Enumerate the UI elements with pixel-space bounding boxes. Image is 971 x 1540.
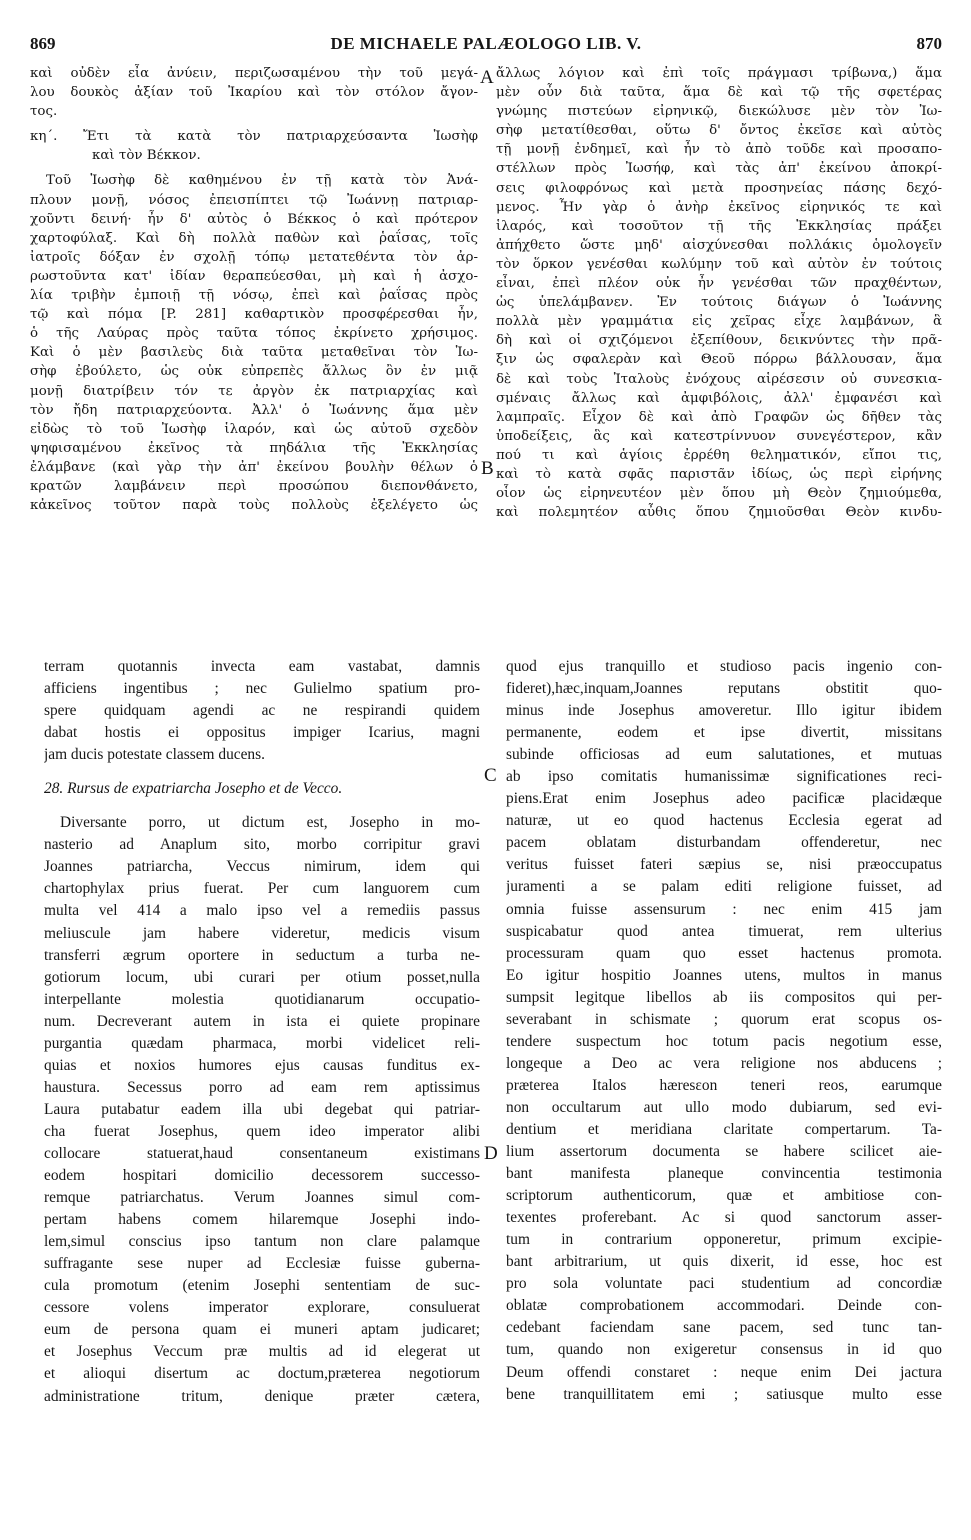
text-line: στέλλων πρὸς Ἰωσήφ, καὶ τὰς ἀπ' ἐκείνου ἀποκρί- <box>496 161 942 177</box>
text-line: ὁ τῆς Λαύρας πρὸς ταῦτα τόπος ἐκρίνετο χρήσιμος. <box>30 326 478 342</box>
text-line: ψηφισαμένου ἐκεῖνος τὰ πηδάλια τῆς Ἐκκλησίας <box>30 440 478 456</box>
text-line: omnia fuisse assensurum : nec enim 415 jam <box>506 900 942 918</box>
text-line: Τοῦ Ἰωσὴφ δὲ καθημένου ἐν τῇ κατὰ τὸν Ἀνά- <box>46 173 478 189</box>
text-line: πού τι καὶ ἁγίοις ἐρρέθη θεληματικόν, εἴποι τις, <box>496 447 942 463</box>
text-line: τος. <box>30 104 58 120</box>
text-line: bant manifesta planeque convincentia testimonia <box>506 1165 942 1183</box>
text-line: χοῦντι δεινή· ἦν δ' αὐτὸς ὁ Βέκκος ὁ καὶ πρότερον <box>30 211 478 227</box>
text-line: ὡς ὑπελάμβανεν. Ἐν τούτοις διάγων ὁ Ἰωάννης <box>496 295 942 311</box>
text-line: εἰδὼς τὸ τοῦ Ἰωσὴφ ἱλαρόν, καὶ ὡς αὐτοῦ σχεδὸν <box>30 421 478 437</box>
text-line: dabat hostis ei oppositus impiger Icarius, magni <box>44 724 480 742</box>
text-line: remque patriarchatus. Verum Joannes simul com- <box>44 1189 480 1207</box>
text-line: collocare statuerat,haud consentaneum existimans <box>44 1144 480 1162</box>
text-line: ξιν ὡς σφαλερὰν καὶ Θεοῦ πόρρω βάλλουσαν, ἅμα <box>496 352 942 368</box>
text-line: λία τριβὴν ἐμποιῇ τῇ νόσῳ, ἐπεὶ καὶ ῥαΐσας πρὸς <box>30 288 478 304</box>
text-line: τῷ καὶ πόμα [P. 281] καθαρτικὸν προσφέρεσθαι ἦν, <box>30 307 478 323</box>
text-line: τὸν ἤδη πατριαρχεύοντα. Ἀλλ' ὁ Ἰωάννης ἅμα μὲν <box>30 402 478 418</box>
text-line: γνώμης πιστεύων εἰρηνικῷ, διεκώλυσε μὲν τὸν Ἰω- <box>496 104 942 120</box>
text-line: permanente, eodem et ipse divertit, missitans <box>506 724 942 742</box>
text-line: σὴφ ἐβούλετο, ὡς οὐκ εὐπρεπὲς ἄλλως ὂν ἐν μιᾷ <box>30 364 478 380</box>
text-line: longeque a Deo ac vera religione nos abducens ; <box>506 1054 942 1072</box>
text-line: fideret),hæc,inquam,Joannes reputans obstitit quo- <box>506 680 942 698</box>
section-heading-greek-cont: καὶ τὸν Βέκκον. <box>92 148 201 164</box>
text-line: ἰατροῖς δόξαν ἐν σχολῇ τόπῳ μετατεθέντα τὸν ἀρ- <box>30 249 478 265</box>
text-line: Deum offendi constaret : neque enim Dei jactura <box>506 1363 942 1381</box>
text-line: Joannes patriarcha, Veccus nimirum, idem qui <box>44 858 480 876</box>
text-line: piens.Erat enim Josephus adeo pacificæ placidæque <box>506 790 942 808</box>
text-line: severabant in schismate ; quorum erat scopus os- <box>506 1010 942 1028</box>
text-line: cula promotum (etenim Josephi sententiam de suc- <box>44 1277 480 1295</box>
text-line: πλουν μονῇ, νόσος ἐπεισπίπτει τῷ Ἰωάννῃ πατριαρ- <box>30 192 478 208</box>
text-line: ἀπήχθετο ὥστε μηδ' αἰσχύνεσθαι πολλάκις ὁμολογεῖν <box>496 237 942 253</box>
text-line: ρωστοῦντα κατ' ἰδίαν θεραπεύεσθαι, μὴ καὶ ἡ ἀσχο- <box>30 268 478 284</box>
text-line: pro sola voluntate paci studentium ad concordiæ <box>506 1275 942 1293</box>
text-line: num. Decreverant autem in ista ei quiete propinare <box>44 1012 480 1030</box>
text-line: subinde officiosas ad eum salutationes, et mutuas <box>506 746 942 764</box>
text-line: et Josephus Veccum præ multis ad id elegerat ut <box>44 1343 480 1361</box>
text-line: δὲ καὶ τοὺς Ἰταλοὺς ἐνόχους αἱρέσεσιν οὐ συνεσκια- <box>496 371 942 387</box>
text-line: ἱλαρός, καὶ τοσοῦτον τῇ τῆς Ἐκκλησίας πράξει <box>496 218 942 234</box>
text-line: transferri ægrum oportere in seductum a turba ne- <box>44 946 480 964</box>
text-line: præterea Italos hæresεon teneri reos, earumque <box>506 1076 942 1094</box>
greek-column-right <box>496 64 942 522</box>
text-line: pertam habens comem hilaremque Josephi indo- <box>44 1211 480 1229</box>
text-line: πολλὰ μὲν γραμμάτια εἰς χεῖρας εἶχε λαμβάνων, ἃ <box>496 314 942 330</box>
text-line: cessore volens imperator explorare, consuluerat <box>44 1299 480 1317</box>
margin-letter-d: D <box>484 1143 498 1164</box>
text-line: μὲν οὖν διὰ ταῦτα, ἅμα δὲ καὶ τῷ τῆς σφετέρας <box>496 85 942 101</box>
margin-letter-c: C <box>484 765 497 786</box>
text-line: σμέναις ἄλλως καὶ ἀμφιβόλοις, ἀλλ' ἐμφανέσι καὶ <box>496 390 942 406</box>
text-line: tum, quando non exigeretur consensus in id quo <box>506 1341 942 1359</box>
text-line: spere quidquam agendi ac ne respirandi quidem <box>44 702 480 720</box>
text-line: μενος. Ἦν γὰρ ὁ ἀνὴρ ἐκεῖνος εἰρηνικός τε καὶ <box>496 199 942 215</box>
text-line: bant arbitrarium, ut quis dixerit, id esse, hoc est <box>506 1253 942 1271</box>
text-line: pacem oblatam disturbandam offenderetur, nec <box>506 834 942 852</box>
text-line: haustura. Secessus porro ad eam rem aptissimus <box>44 1078 480 1096</box>
text-line: jam ducis potestate classem ducens. <box>44 746 265 764</box>
text-line: cedebant faciendam sane pacem, sed tunc tan- <box>506 1319 942 1337</box>
text-line: processuram quam quo esset hactenus promota. <box>506 944 942 962</box>
text-line: cha fuerat Josephus, quem ideo imperator alibi <box>44 1122 480 1140</box>
text-line: purgantia quædam pharmaca, morbi videlicet reli- <box>44 1034 480 1052</box>
text-line: τῇ μονῇ ἐνδημεῖ, καὶ ἦν τὸ ἀπὸ τοῦδε καὶ προσαπο- <box>496 142 942 158</box>
text-line: δὴ καὶ οἱ σχιζόμενοι ἐξεπίθουν, δεικνύντες τὴν πρᾶ- <box>496 333 942 349</box>
text-line: ἄλλως λόγιον καὶ ἐπὶ τοῖς πράγμασι τρίβωνα,) ἅμα <box>496 66 942 81</box>
page-number-right: 870 <box>916 34 942 53</box>
text-line: suspicabatur quod antea timuerat, rem ulterius <box>506 922 942 940</box>
text-line: lem,simul conscius ipso tantum non clare palamque <box>44 1233 480 1251</box>
text-line: multa vel 414 a malo ipso vel a remediis passus <box>44 902 480 920</box>
text-line: Καὶ ὁ μὲν βασιλεὺς διὰ ταῦτα μεταθεῖναι τὸν Ἰω- <box>30 345 478 361</box>
text-line: gotiorum locum, ubi curari per otium posset,nulla <box>44 968 480 986</box>
text-line: dentium et meridiana claritate compertarum. Ta- <box>506 1120 942 1138</box>
text-line: eodem hospitari domicilio decessorem successo- <box>44 1167 480 1185</box>
text-line: τὸν ὅρκον γενέσθαι κωλύμην τοῦ καὶ αὐτὸν ἐν τούτοις <box>496 256 942 272</box>
text-line: nasterio ad Anaplum sito, morbo corripitur gravi <box>44 836 480 854</box>
latin-column-left <box>44 656 480 1408</box>
text-line: Eo igitur hospitio Joannes utens, multos in manus <box>506 966 942 984</box>
text-line: σεις φιλοφρόνως καὶ μετὰ προσηνείας πάσης δεχό- <box>496 180 942 196</box>
text-line: bene tranquillitatem emi ; satiusque multo esse <box>506 1385 942 1403</box>
text-line: καὶ πολεμητέον αὖθις ὅπου ζημιοῦσθαι Θεὸν κινδυ- <box>496 505 942 521</box>
text-line: non occultarum aut ullo modo dubiarum, sed evi- <box>506 1098 942 1116</box>
text-line: ὑποδείξεις, ἃς καὶ κατεστρίννυον συνεγέστερον, κἂν <box>496 428 942 444</box>
text-line: administratione tritum, denique præter cætera, <box>44 1387 480 1405</box>
text-line: tum in contrarium opponeretur, primum excipie- <box>506 1231 942 1249</box>
text-line: οἷον ὡς εἰρηνευτέον μὲν ὅπου μὴ Θεὸν ζημιούμεθα, <box>496 486 942 502</box>
text-line: lium assertorum documenta se habere scilicet aie- <box>506 1143 942 1161</box>
text-line: et alioqui disertum ac doctum,præterea negotiorum <box>44 1365 480 1383</box>
text-line: sumpsit legitque libellos ab iis compositos qui per- <box>506 988 942 1006</box>
text-line: μονῇ διατρίβειν τόν τε ἀργὸν ἐκ πατριαρχίας καὶ <box>30 383 478 399</box>
text-line: meliuscule jam habere videretur, medicis visum <box>44 924 480 942</box>
text-line: καὶ οὐδὲν εἶα ἀνύειν, περιζωσαμένου τὴν τοῦ μεγά- <box>30 66 478 81</box>
text-line: veritus fuisset fateri sæpius se, nisi præoccupatus <box>506 856 942 874</box>
text-line: λου δουκὸς ἀξίαν τοῦ Ἰκαρίου καὶ τὸν στόλον ἄγον- <box>30 85 478 101</box>
text-line: suffragante sese nuper ad Ecclesiæ fuisse guberna- <box>44 1255 480 1273</box>
text-line: chartophylax prius fuerat. Per cum languorem cum <box>44 880 480 898</box>
text-line: oblatæ comprobationem accommodari. Deinde con- <box>506 1297 942 1315</box>
text-line: σὴφ μετατίθεσθαι, οὕτω δ' ὄντος ἐκεῖσε καὶ αὐτὸς <box>496 123 942 139</box>
text-line: terram quotannis invecta eam vastabat, damnis <box>44 658 480 675</box>
section-heading-latin: 28. Rursus de expatriarcha Josepho et de Vecco. <box>44 780 343 798</box>
text-line: afficiens ingentibus ; nec Gulielmo spatium pro- <box>44 680 480 698</box>
text-line: tendere suspectum hoc totum pacis negotium esse, <box>506 1032 942 1050</box>
text-line: quias et noxios humores ejus causas funditus ex- <box>44 1056 480 1074</box>
text-line: λαμπραῖς. Εἶχον δὲ καὶ ἀπὸ Γραφῶν ὡς δῆθεν τὰς <box>496 409 942 425</box>
text-line: texentes proferebant. Ac si quod sanctorum asser- <box>506 1209 942 1227</box>
text-line: eum de persona quam ei muneri aptam judicaret; <box>44 1321 480 1339</box>
text-line: quod ejus tranquillo et studioso pacis ingenio con- <box>506 658 942 675</box>
text-line: Laura putabatur eadem illa ubi degebat qui patriar- <box>44 1100 480 1118</box>
text-line: ab ipso comitatis humanissimæ significationes reci- <box>506 768 942 786</box>
text-line: naturæ, ut eo quod hactenus Ecclesia egerat ad <box>506 812 942 830</box>
text-line: scriptorum authenticorum, quæ et ambitiose con- <box>506 1187 942 1205</box>
text-line: κρατῶν λαμβάνειν περὶ προσώπου διεπονθάνετο, <box>30 478 478 494</box>
text-line: juramenti a se palam editi religione fuisset, ad <box>506 878 942 896</box>
margin-letter-a: A <box>480 67 494 88</box>
running-title: DE MICHAELE PALÆOLOGO LIB. V. <box>330 34 642 53</box>
margin-letter-b: B <box>481 458 494 479</box>
text-line: ἐλάμβανε (καὶ γὰρ τὴν ἀπ' ἐκείνου βουλὴν θέλων ὁ <box>30 459 478 475</box>
text-line: χαρτοφύλαξ. Καὶ δὴ πολλὰ παθὼν καὶ ῥαΐσας, τοῖς <box>30 230 478 246</box>
text-line: καὶ τὸ κατὰ σφᾶς παριστᾶν ἰδίως, ὡς περὶ εἰρήνης <box>496 466 942 482</box>
page-number-left: 869 <box>30 34 56 53</box>
text-line: Diversante porro, ut dictum est, Josepho in mo- <box>60 814 480 832</box>
text-line: κἀκεῖνος τοῦτον παρὰ τοὺς πολλοὺς ἐξελέγετο ὡς <box>30 498 478 514</box>
greek-column-left <box>30 64 478 515</box>
text-line: εἶναι, ἐπεὶ πλέον οὐκ ἦν γενέσθαι τῶν πραχθέντων, <box>496 276 942 292</box>
text-line: minus inde Josephus amoveretur. Illo igitur ibidem <box>506 702 942 720</box>
text-line: interpellante molestia quotidianarum occupatio- <box>44 990 480 1008</box>
page-header <box>30 34 942 56</box>
section-heading-greek: κη΄. Ἔτι τὰ κατὰ τὸν πατριαρχεύσαντα Ἰωσὴφ <box>30 129 478 145</box>
latin-column-right <box>506 656 942 1406</box>
